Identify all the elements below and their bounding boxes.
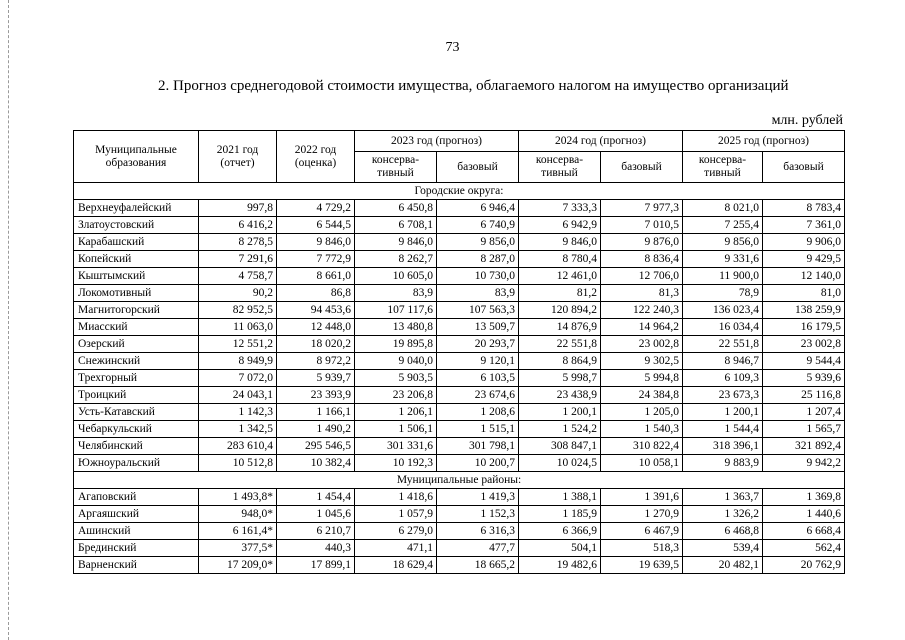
value-cell: 1 388,1 <box>519 489 601 506</box>
value-cell: 6 740,9 <box>437 217 519 234</box>
value-cell: 1 565,7 <box>763 421 845 438</box>
header-2024: 2024 год (прогноз) <box>519 131 683 152</box>
value-cell: 8 783,4 <box>763 200 845 217</box>
value-cell: 562,4 <box>763 540 845 557</box>
municipality-name: Магнитогорский <box>74 302 199 319</box>
value-cell: 24 043,1 <box>199 387 277 404</box>
value-cell: 6 544,5 <box>277 217 355 234</box>
value-cell: 10 192,3 <box>355 455 437 472</box>
value-cell: 1 057,9 <box>355 506 437 523</box>
value-cell: 504,1 <box>519 540 601 557</box>
municipality-name: Златоустовский <box>74 217 199 234</box>
section-row <box>74 183 845 200</box>
value-cell: 19 639,5 <box>601 557 683 574</box>
table-row <box>74 506 845 523</box>
value-cell: 1 207,4 <box>763 404 845 421</box>
value-cell: 477,7 <box>437 540 519 557</box>
value-cell: 1 342,5 <box>199 421 277 438</box>
municipality-name: Чебаркульский <box>74 421 199 438</box>
conservative-line1: консерва- <box>535 154 584 166</box>
value-cell: 19 895,8 <box>355 336 437 353</box>
value-cell: 16 034,4 <box>683 319 763 336</box>
value-cell: 12 461,0 <box>519 268 601 285</box>
value-cell: 1 152,3 <box>437 506 519 523</box>
value-cell: 10 605,0 <box>355 268 437 285</box>
value-cell: 1 540,3 <box>601 421 683 438</box>
value-cell: 6 708,1 <box>355 217 437 234</box>
value-cell: 6 366,9 <box>519 523 601 540</box>
value-cell: 13 509,7 <box>437 319 519 336</box>
value-cell: 1 440,6 <box>763 506 845 523</box>
value-cell: 22 551,8 <box>683 336 763 353</box>
value-cell: 5 998,7 <box>519 370 601 387</box>
value-cell: 8 946,7 <box>683 353 763 370</box>
value-cell: 10 730,0 <box>437 268 519 285</box>
value-cell: 83,9 <box>355 285 437 302</box>
value-cell: 1 544,4 <box>683 421 763 438</box>
value-cell: 6 946,4 <box>437 200 519 217</box>
value-cell: 7 291,6 <box>199 251 277 268</box>
value-cell: 10 058,1 <box>601 455 683 472</box>
value-cell: 283 610,4 <box>199 438 277 455</box>
value-cell: 301 331,6 <box>355 438 437 455</box>
value-cell: 9 846,0 <box>355 234 437 251</box>
header-2021 <box>199 131 277 183</box>
value-cell: 18 020,2 <box>277 336 355 353</box>
table-row <box>74 200 845 217</box>
header-2023-conservative <box>355 152 437 183</box>
value-cell: 20 762,9 <box>763 557 845 574</box>
value-cell: 8 972,2 <box>277 353 355 370</box>
value-cell: 6 316,3 <box>437 523 519 540</box>
header-2023-basic: базовый <box>437 152 519 183</box>
table-row <box>74 370 845 387</box>
value-cell: 107 117,6 <box>355 302 437 319</box>
value-cell: 90,2 <box>199 285 277 302</box>
value-cell: 539,4 <box>683 540 763 557</box>
value-cell: 4 729,2 <box>277 200 355 217</box>
value-cell: 9 544,4 <box>763 353 845 370</box>
header-2024-basic: базовый <box>601 152 683 183</box>
value-cell: 23 438,9 <box>519 387 601 404</box>
value-cell: 1 418,6 <box>355 489 437 506</box>
value-cell: 10 024,5 <box>519 455 601 472</box>
value-cell: 8 836,4 <box>601 251 683 268</box>
municipality-name: Южноуральский <box>74 455 199 472</box>
table-row <box>74 217 845 234</box>
value-cell: 13 480,8 <box>355 319 437 336</box>
value-cell: 948,0* <box>199 506 277 523</box>
value-cell: 6 279,0 <box>355 523 437 540</box>
value-cell: 1 391,6 <box>601 489 683 506</box>
value-cell: 122 240,3 <box>601 302 683 319</box>
value-cell: 138 259,9 <box>763 302 845 319</box>
value-cell: 9 942,2 <box>763 455 845 472</box>
table-row <box>74 251 845 268</box>
value-cell: 6 468,8 <box>683 523 763 540</box>
table-title: 2. Прогноз среднегодовой стоимости имущества, облагаемого налогом на имущество организаций <box>158 78 789 94</box>
value-cell: 9 331,6 <box>683 251 763 268</box>
value-cell: 9 302,5 <box>601 353 683 370</box>
units-label: млн. рублей <box>771 113 843 128</box>
value-cell: 12 140,0 <box>763 268 845 285</box>
value-cell: 308 847,1 <box>519 438 601 455</box>
value-cell: 9 876,0 <box>601 234 683 251</box>
conservative-line2: тивный <box>541 167 578 179</box>
value-cell: 9 856,0 <box>437 234 519 251</box>
value-cell: 107 563,3 <box>437 302 519 319</box>
header-2021-line2: (отчет) <box>220 156 255 169</box>
value-cell: 8 780,4 <box>519 251 601 268</box>
header-2022 <box>277 131 355 183</box>
value-cell: 81,0 <box>763 285 845 302</box>
value-cell: 83,9 <box>437 285 519 302</box>
value-cell: 518,3 <box>601 540 683 557</box>
value-cell: 6 103,5 <box>437 370 519 387</box>
conservative-line1: консерва- <box>698 154 747 166</box>
value-cell: 8 021,0 <box>683 200 763 217</box>
value-cell: 16 179,5 <box>763 319 845 336</box>
table-row <box>74 387 845 404</box>
value-cell: 7 010,5 <box>601 217 683 234</box>
value-cell: 6 467,9 <box>601 523 683 540</box>
value-cell: 5 903,5 <box>355 370 437 387</box>
property-value-forecast-table <box>73 130 845 574</box>
value-cell: 1 206,1 <box>355 404 437 421</box>
section-title: Муниципальные районы: <box>74 472 845 489</box>
value-cell: 9 120,1 <box>437 353 519 370</box>
value-cell: 12 706,0 <box>601 268 683 285</box>
value-cell: 7 977,3 <box>601 200 683 217</box>
municipality-name: Аргаяшский <box>74 506 199 523</box>
value-cell: 14 876,9 <box>519 319 601 336</box>
value-cell: 6 161,4* <box>199 523 277 540</box>
value-cell: 9 429,5 <box>763 251 845 268</box>
value-cell: 7 072,0 <box>199 370 277 387</box>
value-cell: 5 994,8 <box>601 370 683 387</box>
value-cell: 7 361,0 <box>763 217 845 234</box>
value-cell: 6 942,9 <box>519 217 601 234</box>
municipality-name: Снежинский <box>74 353 199 370</box>
municipality-name: Озерский <box>74 336 199 353</box>
value-cell: 82 952,5 <box>199 302 277 319</box>
value-cell: 310 822,4 <box>601 438 683 455</box>
value-cell: 8 661,0 <box>277 268 355 285</box>
table-row <box>74 336 845 353</box>
header-2022-line2: (оценка) <box>294 156 337 169</box>
value-cell: 12 448,0 <box>277 319 355 336</box>
section-row <box>74 472 845 489</box>
table-row <box>74 455 845 472</box>
value-cell: 9 906,0 <box>763 234 845 251</box>
municipality-name: Трехгорный <box>74 370 199 387</box>
value-cell: 8 864,9 <box>519 353 601 370</box>
header-2025: 2025 год (прогноз) <box>683 131 845 152</box>
value-cell: 8 949,9 <box>199 353 277 370</box>
value-cell: 1 490,2 <box>277 421 355 438</box>
municipality-name: Карабашский <box>74 234 199 251</box>
value-cell: 377,5* <box>199 540 277 557</box>
header-municipal <box>74 131 199 183</box>
municipality-name: Агаповский <box>74 489 199 506</box>
value-cell: 6 450,8 <box>355 200 437 217</box>
header-2022-line1: 2022 год <box>294 143 337 156</box>
value-cell: 1 270,9 <box>601 506 683 523</box>
value-cell: 7 333,3 <box>519 200 601 217</box>
value-cell: 5 939,7 <box>277 370 355 387</box>
value-cell: 8 262,7 <box>355 251 437 268</box>
value-cell: 295 546,5 <box>277 438 355 455</box>
value-cell: 1 419,3 <box>437 489 519 506</box>
value-cell: 4 758,7 <box>199 268 277 285</box>
value-cell: 5 939,6 <box>763 370 845 387</box>
value-cell: 1 369,8 <box>763 489 845 506</box>
municipality-name: Верхнеуфалейский <box>74 200 199 217</box>
value-cell: 17 899,1 <box>277 557 355 574</box>
table-row <box>74 489 845 506</box>
table-row <box>74 438 845 455</box>
value-cell: 94 453,6 <box>277 302 355 319</box>
value-cell: 7 255,4 <box>683 217 763 234</box>
municipality-name: Усть-Катавский <box>74 404 199 421</box>
value-cell: 23 206,8 <box>355 387 437 404</box>
table-body <box>74 183 845 574</box>
header-2025-basic: базовый <box>763 152 845 183</box>
municipality-name: Челябинский <box>74 438 199 455</box>
table-row <box>74 557 845 574</box>
value-cell: 997,8 <box>199 200 277 217</box>
municipality-name: Миасский <box>74 319 199 336</box>
value-cell: 120 894,2 <box>519 302 601 319</box>
value-cell: 1 166,1 <box>277 404 355 421</box>
value-cell: 1 200,1 <box>519 404 601 421</box>
table-row <box>74 234 845 251</box>
table-row <box>74 302 845 319</box>
conservative-line2: тивный <box>704 167 741 179</box>
table-row <box>74 285 845 302</box>
table-row <box>74 353 845 370</box>
table-row <box>74 540 845 557</box>
value-cell: 1 185,9 <box>519 506 601 523</box>
value-cell: 11 900,0 <box>683 268 763 285</box>
value-cell: 23 002,8 <box>601 336 683 353</box>
section-title: Городские округа: <box>74 183 845 200</box>
value-cell: 9 846,0 <box>277 234 355 251</box>
value-cell: 10 382,4 <box>277 455 355 472</box>
value-cell: 9 856,0 <box>683 234 763 251</box>
value-cell: 1 142,3 <box>199 404 277 421</box>
value-cell: 25 116,8 <box>763 387 845 404</box>
header-2021-line1: 2021 год <box>216 143 259 156</box>
value-cell: 440,3 <box>277 540 355 557</box>
table-row <box>74 404 845 421</box>
value-cell: 8 278,5 <box>199 234 277 251</box>
value-cell: 78,9 <box>683 285 763 302</box>
value-cell: 1 200,1 <box>683 404 763 421</box>
table-row <box>74 319 845 336</box>
header-2024-conservative <box>519 152 601 183</box>
value-cell: 8 287,0 <box>437 251 519 268</box>
value-cell: 23 674,6 <box>437 387 519 404</box>
municipality-name: Варненский <box>74 557 199 574</box>
value-cell: 9 883,9 <box>683 455 763 472</box>
value-cell: 18 629,4 <box>355 557 437 574</box>
page-number: 73 <box>445 40 460 55</box>
value-cell: 471,1 <box>355 540 437 557</box>
value-cell: 19 482,6 <box>519 557 601 574</box>
value-cell: 11 063,0 <box>199 319 277 336</box>
value-cell: 136 023,4 <box>683 302 763 319</box>
value-cell: 24 384,8 <box>601 387 683 404</box>
value-cell: 17 209,0* <box>199 557 277 574</box>
header-municipal-line2: образования <box>105 156 167 169</box>
header-2023: 2023 год (прогноз) <box>355 131 519 152</box>
value-cell: 14 964,2 <box>601 319 683 336</box>
table-row <box>74 421 845 438</box>
value-cell: 1 515,1 <box>437 421 519 438</box>
value-cell: 20 482,1 <box>683 557 763 574</box>
value-cell: 1 524,2 <box>519 421 601 438</box>
header-municipal-line1: Муниципальные <box>95 143 177 156</box>
value-cell: 1 205,0 <box>601 404 683 421</box>
value-cell: 81,3 <box>601 285 683 302</box>
value-cell: 10 512,8 <box>199 455 277 472</box>
value-cell: 9 040,0 <box>355 353 437 370</box>
value-cell: 321 892,4 <box>763 438 845 455</box>
value-cell: 7 772,9 <box>277 251 355 268</box>
value-cell: 81,2 <box>519 285 601 302</box>
value-cell: 18 665,2 <box>437 557 519 574</box>
value-cell: 1 454,4 <box>277 489 355 506</box>
conservative-line2: тивный <box>377 167 414 179</box>
value-cell: 6 416,2 <box>199 217 277 234</box>
value-cell: 86,8 <box>277 285 355 302</box>
value-cell: 6 210,7 <box>277 523 355 540</box>
table-row <box>74 523 845 540</box>
value-cell: 1 208,6 <box>437 404 519 421</box>
value-cell: 6 668,4 <box>763 523 845 540</box>
value-cell: 12 551,2 <box>199 336 277 353</box>
value-cell: 10 200,7 <box>437 455 519 472</box>
value-cell: 20 293,7 <box>437 336 519 353</box>
municipality-name: Кыштымский <box>74 268 199 285</box>
table-row <box>74 268 845 285</box>
value-cell: 1 326,2 <box>683 506 763 523</box>
municipality-name: Брединский <box>74 540 199 557</box>
municipality-name: Локомотивный <box>74 285 199 302</box>
value-cell: 23 002,8 <box>763 336 845 353</box>
value-cell: 318 396,1 <box>683 438 763 455</box>
page-margin-rule <box>8 0 9 640</box>
value-cell: 1 045,6 <box>277 506 355 523</box>
value-cell: 1 506,1 <box>355 421 437 438</box>
conservative-line1: консерва- <box>371 154 420 166</box>
value-cell: 22 551,8 <box>519 336 601 353</box>
header-2025-conservative <box>683 152 763 183</box>
municipality-name: Ашинский <box>74 523 199 540</box>
value-cell: 23 393,9 <box>277 387 355 404</box>
value-cell: 301 798,1 <box>437 438 519 455</box>
value-cell: 9 846,0 <box>519 234 601 251</box>
value-cell: 1 493,8* <box>199 489 277 506</box>
value-cell: 6 109,3 <box>683 370 763 387</box>
value-cell: 1 363,7 <box>683 489 763 506</box>
value-cell: 23 673,3 <box>683 387 763 404</box>
municipality-name: Троицкий <box>74 387 199 404</box>
municipality-name: Копейский <box>74 251 199 268</box>
